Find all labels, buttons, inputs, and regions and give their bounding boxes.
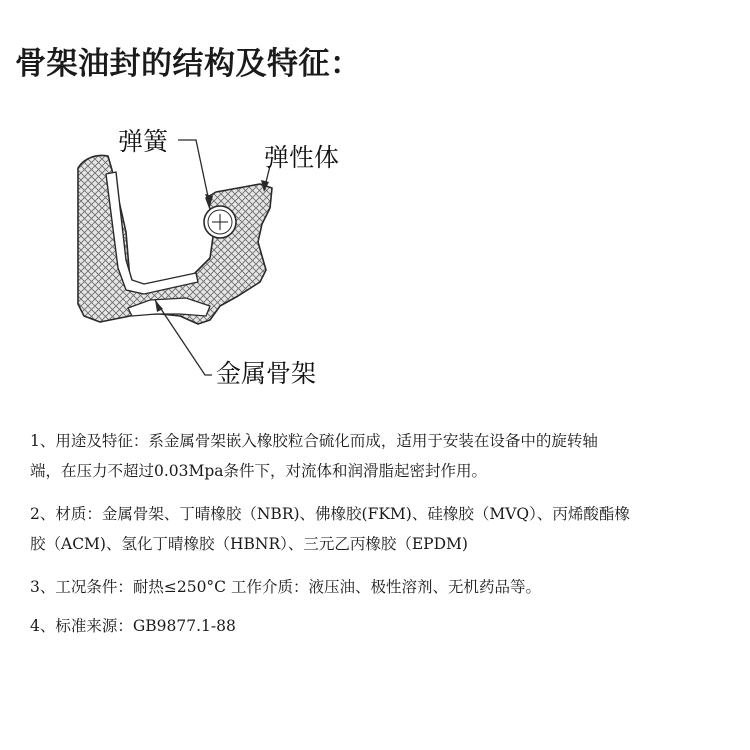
standard-source-item [30, 611, 740, 641]
usage-features-line-1: 1、用途及特征：系金属骨架嵌入橡胶粒合硫化而成，适用于安装在设备中的旋转轴 [30, 432, 598, 450]
usage-features-item [30, 426, 740, 486]
spring-leader-line [178, 140, 210, 206]
spring-label: 弹簧 [118, 127, 169, 156]
spring-icon [204, 206, 236, 238]
working-conditions-line: 3、工况条件：耐热≤250°C 工作介质：液压油、极性溶剂、无机药品等。 [30, 578, 541, 596]
standard-source-line: 4、标准来源：GB9877.1-88 [30, 617, 236, 635]
metal-frame-label: 金属骨架 [216, 359, 317, 388]
materials-item [30, 499, 740, 559]
oil-seal-diagram [60, 110, 380, 400]
elastomer-label: 弹性体 [264, 143, 340, 172]
usage-features-line-2: 端，在压力不超过0.03Mpa条件下，对流体和润滑脂起密封作用。 [30, 462, 488, 480]
materials-line-1: 2、材质：金属骨架、丁晴橡胶（NBR)、佛橡胶(FKM)、硅橡胶（MVQ）、丙烯酸酯橡 [30, 505, 630, 523]
working-conditions-item [30, 572, 740, 602]
materials-line-2: 胶（ACM)、氢化丁晴橡胶（HBNR）、三元乙丙橡胶（EPDM) [30, 535, 468, 553]
page-title: 骨架油封的结构及特征： [15, 46, 362, 82]
oil-seal-cross-section [60, 110, 380, 400]
